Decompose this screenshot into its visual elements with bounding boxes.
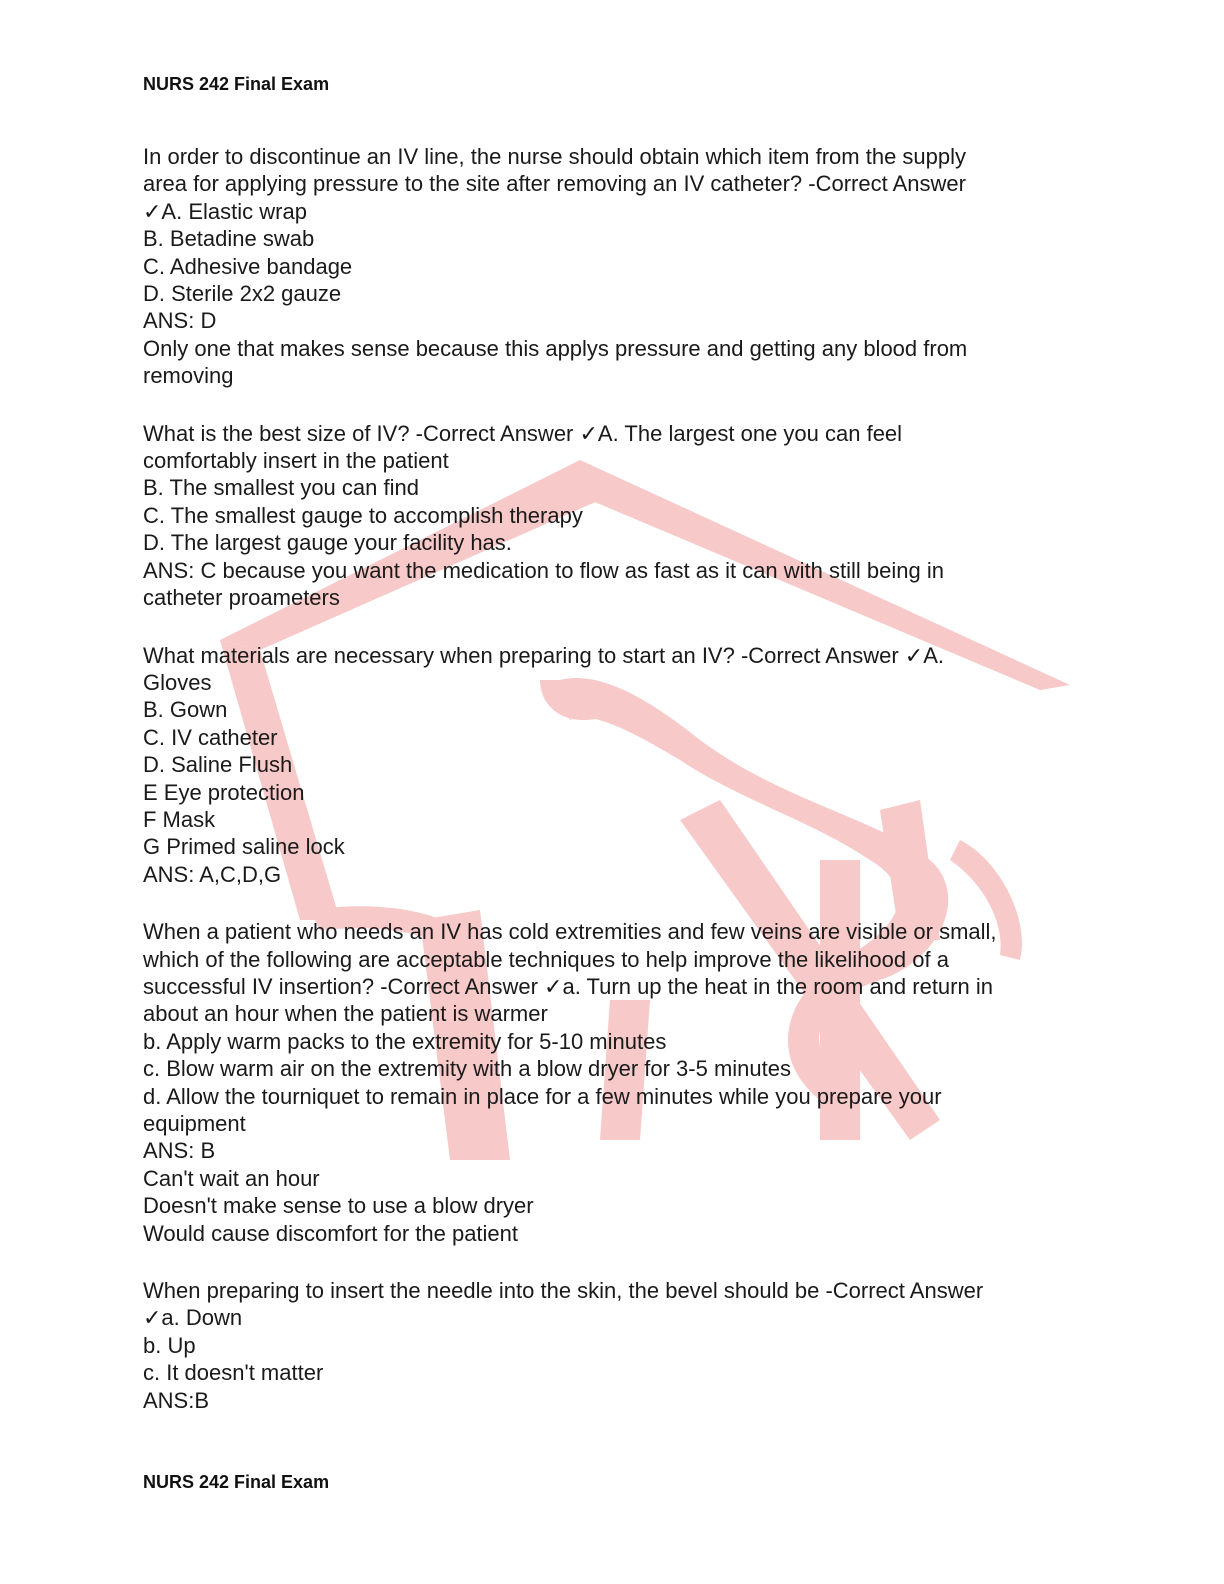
text-line: b. Up <box>143 1332 196 1358</box>
text-line: which of the following are acceptable techniques to help improve the likelihood of a <box>143 946 949 972</box>
text-line: area for applying pressure to the site after removing an IV catheter? -Correct Answer <box>143 171 966 197</box>
question-block-5 <box>143 1277 1073 1414</box>
text-line: B. The smallest you can find <box>143 475 419 501</box>
text-line: When preparing to insert the needle into the skin, the bevel should be -Correct Answer <box>143 1278 984 1304</box>
text-line: B. Gown <box>143 697 228 723</box>
text-line: C. Adhesive bandage <box>143 253 353 279</box>
text-line: ANS:B <box>143 1387 210 1413</box>
text-line: C. The smallest gauge to accomplish therapy <box>143 502 583 528</box>
text-line: removing <box>143 363 234 389</box>
text-line: Only one that makes sense because this applys pressure and getting any blood from <box>143 335 968 361</box>
text-line: Doesn't make sense to use a blow dryer <box>143 1193 534 1219</box>
text-line: d. Allow the tourniquet to remain in place for a few minutes while you prepare your <box>143 1083 942 1109</box>
text-line: ANS: B <box>143 1138 216 1164</box>
page-footer: NURS 242 Final Exam <box>143 1472 330 1492</box>
question-block-1 <box>143 143 1073 390</box>
text-line: When a patient who needs an IV has cold extremities and few veins are visible or small, <box>143 919 997 945</box>
text-line: ANS: D <box>143 308 217 334</box>
text-line: ANS: C because you want the medication to flow as fast as it can with still being in <box>143 557 944 583</box>
text-line: ✓A. Elastic wrap <box>143 198 307 224</box>
text-line: about an hour when the patient is warmer <box>143 1001 548 1027</box>
text-line: D. Sterile 2x2 gauze <box>143 281 342 307</box>
text-line: F Mask <box>143 806 216 832</box>
text-line: ANS: A,C,D,G <box>143 861 282 887</box>
text-line: Gloves <box>143 669 212 695</box>
text-line: successful IV insertion? -Correct Answer ✓a. Turn up the heat in the room and return in <box>143 973 993 999</box>
page-header: NURS 242 Final Exam <box>143 74 330 94</box>
text-line: b. Apply warm packs to the extremity for 5-10 minutes <box>143 1028 667 1054</box>
question-block-4 <box>143 918 1073 1247</box>
question-block-3 <box>143 642 1073 889</box>
text-line: comfortably insert in the patient <box>143 448 449 474</box>
text-line: What is the best size of IV? -Correct Answer ✓A. The largest one you can feel <box>143 420 903 446</box>
question-block-2 <box>143 420 1073 612</box>
text-line: equipment <box>143 1111 246 1136</box>
text-line: E Eye protection <box>143 779 305 805</box>
text-line: G Primed saline lock <box>143 834 345 860</box>
exam-content <box>143 143 1073 1444</box>
text-line: c. It doesn't matter <box>143 1360 324 1386</box>
text-line: ✓a. Down <box>143 1305 243 1331</box>
text-line: C. IV catheter <box>143 724 278 750</box>
text-line: What materials are necessary when preparing to start an IV? -Correct Answer ✓A. <box>143 642 944 668</box>
text-line: B. Betadine swab <box>143 226 315 252</box>
text-line: D. The largest gauge your facility has. <box>143 530 512 556</box>
text-line: c. Blow warm air on the extremity with a blow dryer for 3-5 minutes <box>143 1056 792 1082</box>
text-line: D. Saline Flush <box>143 752 293 778</box>
text-line: catheter proameters <box>143 585 340 611</box>
text-line: Can't wait an hour <box>143 1165 320 1191</box>
text-line: In order to discontinue an IV line, the nurse should obtain which item from the supply <box>143 144 967 169</box>
text-line: Would cause discomfort for the patient <box>143 1220 519 1246</box>
